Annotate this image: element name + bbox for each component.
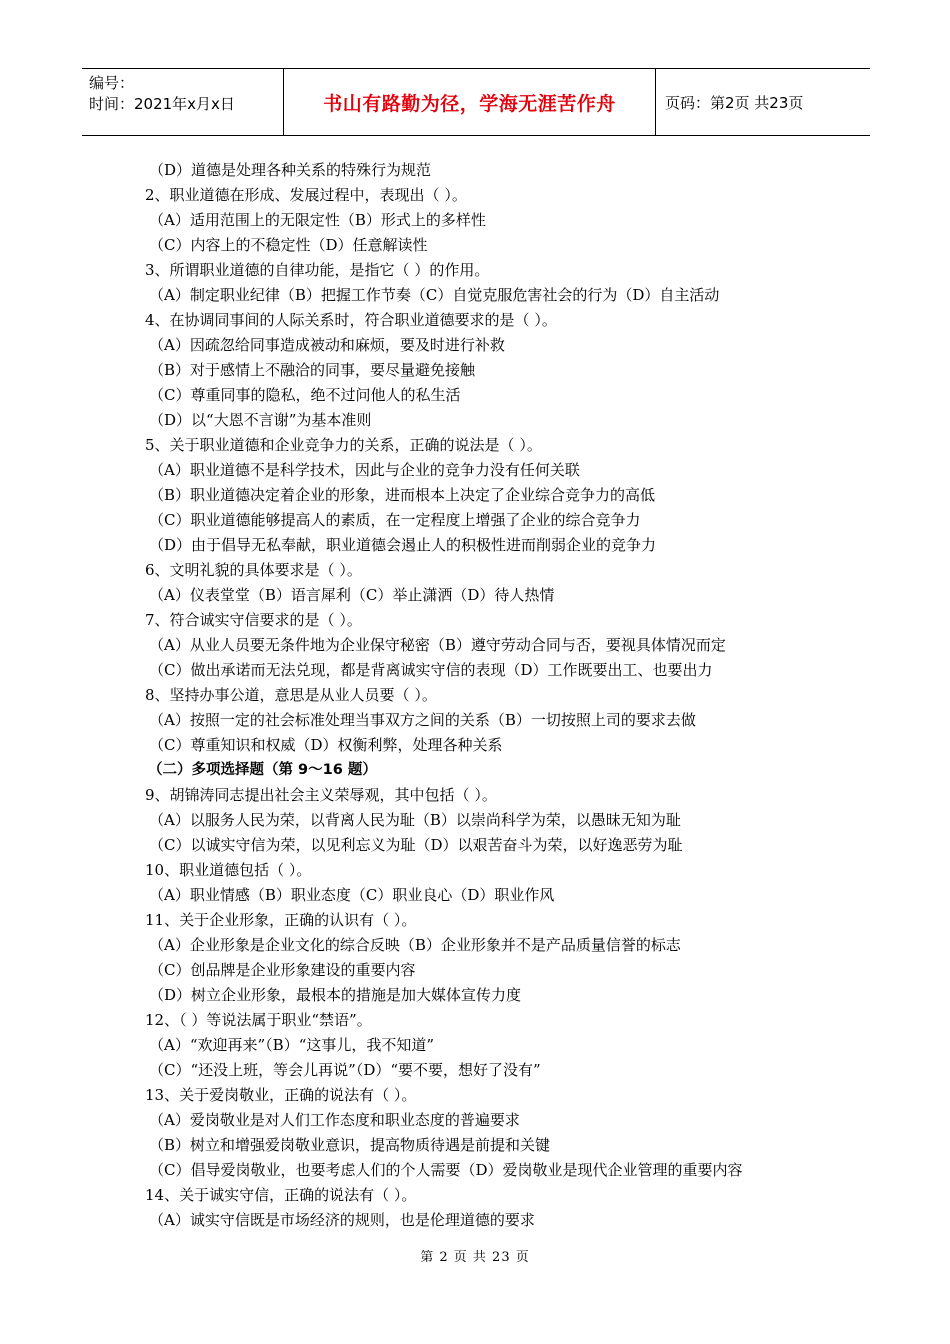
- option-line: （B）对于感情上不融洽的同事，要尽量避免接触: [149, 361, 476, 379]
- question-line: 4、在协调同事间的人际关系时，符合职业道德要求的是（ ）。: [145, 311, 557, 329]
- option-line: （C）内容上的不稳定性（D）任意解读性: [149, 236, 428, 254]
- option-line: （C）创品牌是企业形象建设的重要内容: [149, 961, 416, 979]
- option-line: （A）因疏忽给同事造成被动和麻烦，要及时进行补救: [149, 336, 505, 354]
- option-line: （C）以诚实守信为荣，以见利忘义为耻（D）以艰苦奋斗为荣，以好逸恶劳为耻: [149, 836, 683, 854]
- question-line: 6、文明礼貌的具体要求是（ ）。: [145, 561, 362, 579]
- option-line: （A）职业道德不是科学技术，因此与企业的竞争力没有任何关联: [149, 461, 580, 479]
- option-line: （D）由于倡导无私奉献，职业道德会遏止人的积极性进而削弱企业的竞争力: [149, 536, 657, 554]
- option-line: （A）爱岗敬业是对人们工作态度和职业态度的普遍要求: [149, 1111, 520, 1129]
- header-page-cell: [656, 69, 870, 135]
- document-body: [145, 158, 845, 1233]
- question-line: 9、胡锦涛同志提出社会主义荣辱观，其中包括（ ）。: [145, 786, 497, 804]
- question-line: 10、职业道德包括（ ）。: [145, 861, 312, 879]
- page-header: [82, 68, 870, 136]
- option-line: （D）以“大恩不言谢”为基本准则: [149, 411, 372, 429]
- header-motto-cell: [283, 69, 656, 135]
- option-line: （A）诚实守信既是市场经济的规则，也是伦理道德的要求: [149, 1211, 535, 1229]
- option-line: （C）尊重同事的隐私，绝不过问他人的私生活: [149, 386, 461, 404]
- option-line: （A）以服务人民为荣，以背离人民为耻（B）以崇尚科学为荣，以愚昧无知为耻: [149, 811, 681, 829]
- option-line: （A）从业人员要无条件地为企业保守秘密（B）遵守劳动合同与否，要视具体情况而定: [149, 636, 726, 654]
- question-line: 7、符合诚实守信要求的是（ ）。: [145, 611, 362, 629]
- option-line: （C）倡导爱岗敬业，也要考虑人们的个人需要（D）爱岗敬业是现代企业管理的重要内容: [149, 1161, 743, 1179]
- question-line: 11、关于企业形象，正确的认识有（ ）。: [145, 911, 417, 929]
- option-line: （C）做出承诺而无法兑现，都是背离诚实守信的表现（D）工作既要出工、也要出力: [149, 661, 713, 679]
- option-line: （C）“还没上班，等会儿再说”（D）“要不要，想好了没有”: [149, 1061, 541, 1079]
- option-line: （A）企业形象是企业文化的综合反映（B）企业形象并不是产品质量信誉的标志: [149, 936, 681, 954]
- question-line: 12、（ ）等说法属于职业“禁语”。: [145, 1011, 372, 1029]
- option-line: （A）适用范围上的无限定性（B）形式上的多样性: [149, 211, 486, 229]
- header-info: [82, 69, 283, 135]
- question-line: 14、关于诚实守信，正确的说法有（ ）。: [145, 1186, 417, 1204]
- option-line: （D）道德是处理各种关系的特殊行为规范: [149, 161, 432, 179]
- option-line: （A）按照一定的社会标准处理当事双方之间的关系（B）一切按照上司的要求去做: [149, 711, 696, 729]
- option-line: （A）职业情感（B）职业态度（C）职业良心（D）职业作风: [149, 886, 555, 904]
- section-heading: （二）多项选择题（第 9～16 题）: [148, 762, 377, 778]
- header-page-label: 页码：第2页 共23页: [665, 93, 804, 112]
- document-number-label: 编号：: [89, 74, 135, 92]
- question-line: 13、关于爱岗敬业，正确的说法有（ ）。: [145, 1086, 417, 1104]
- option-line: （A）仪表堂堂（B）语言犀利（C）举止潇洒（D）待人热情: [149, 586, 555, 604]
- question-line: 3、所谓职业道德的自律功能，是指它（ ）的作用。: [145, 261, 490, 279]
- document-time-label: 时间：2021年x月x日: [89, 95, 235, 113]
- option-line: （B）树立和增强爱岗敬业意识，提高物质待遇是前提和关键: [149, 1136, 551, 1154]
- option-line: （A）“欢迎再来”（B）“这事儿，我不知道”: [149, 1036, 435, 1054]
- question-line: 2、职业道德在形成、发展过程中，表现出（ ）。: [145, 186, 467, 204]
- option-line: （D）树立企业形象，最根本的措施是加大媒体宣传力度: [149, 986, 522, 1004]
- header-motto: 书山有路勤为径，学海无涯苦作舟: [323, 92, 616, 115]
- page-footer: 第 2 页 共 23 页: [420, 1250, 530, 1265]
- option-line: （C）职业道德能够提高人的素质，在一定程度上增强了企业的综合竞争力: [149, 511, 641, 529]
- option-line: （C）尊重知识和权威（D）权衡利弊，处理各种关系: [149, 736, 503, 754]
- question-line: 5、关于职业道德和企业竞争力的关系，正确的说法是（ ）。: [145, 436, 542, 454]
- option-line: （A）制定职业纪律（B）把握工作节奏（C）自觉克服危害社会的行为（D）自主活动: [149, 286, 720, 304]
- option-line: （B）职业道德决定着企业的形象，进而根本上决定了企业综合竞争力的高低: [149, 486, 656, 504]
- question-line: 8、坚持办事公道，意思是从业人员要（ ）。: [145, 686, 437, 704]
